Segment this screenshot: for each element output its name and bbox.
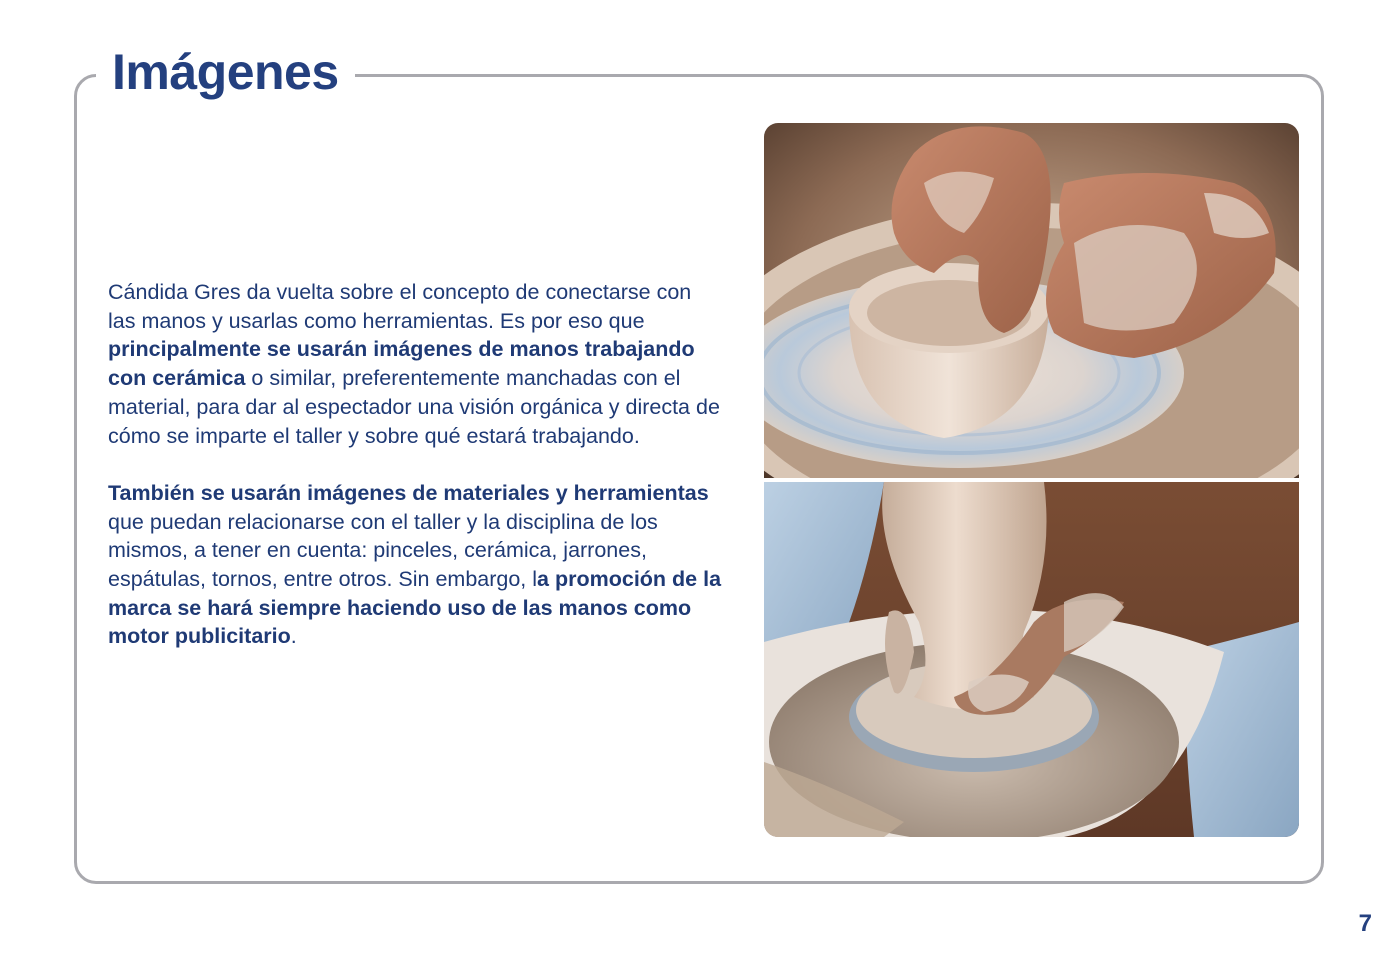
- p2-bold-1: También se usarán imágenes de materiales y herramientas: [108, 480, 709, 505]
- photo-column: [764, 123, 1299, 837]
- paragraph-2: [108, 479, 723, 651]
- hands-vase-illustration: [764, 482, 1299, 837]
- page-number: 7: [1358, 910, 1372, 937]
- paragraph-1: [108, 278, 723, 450]
- page-title: Imágenes: [112, 44, 339, 100]
- body-text: [108, 278, 723, 680]
- photo-hands-bowl: [764, 123, 1299, 478]
- p2-text-2: .: [290, 624, 297, 649]
- hands-bowl-illustration: [764, 123, 1299, 478]
- title-wrapper: [96, 40, 355, 104]
- p1-text-1: Cándida Gres da vuelta sobre el concepto de conectarse con las manos y usarlas como herramientas. Es por eso que: [108, 280, 692, 333]
- photo-hands-vase: [764, 482, 1299, 837]
- p1-text-2: o similar, preferentemente manchadas con el material, para dar al espectador una visión orgánica y directa de cómo se imparte el taller y sobre qué estará trabajando.: [108, 366, 720, 448]
- p1-bold-1: principalmente se usarán imágenes de manos trabajando con cerámica: [108, 337, 695, 391]
- p2-bold-2: a promoción de la marca se hará siempre haciendo uso de las manos como motor publicitario: [108, 567, 722, 649]
- p2-text-1: que puedan relacionarse con el taller y la disciplina de los mismos, a tener en cuenta: pinceles, cerámica, jarrones, espátulas, tornos, entre otros. Sin embargo, l: [108, 509, 658, 592]
